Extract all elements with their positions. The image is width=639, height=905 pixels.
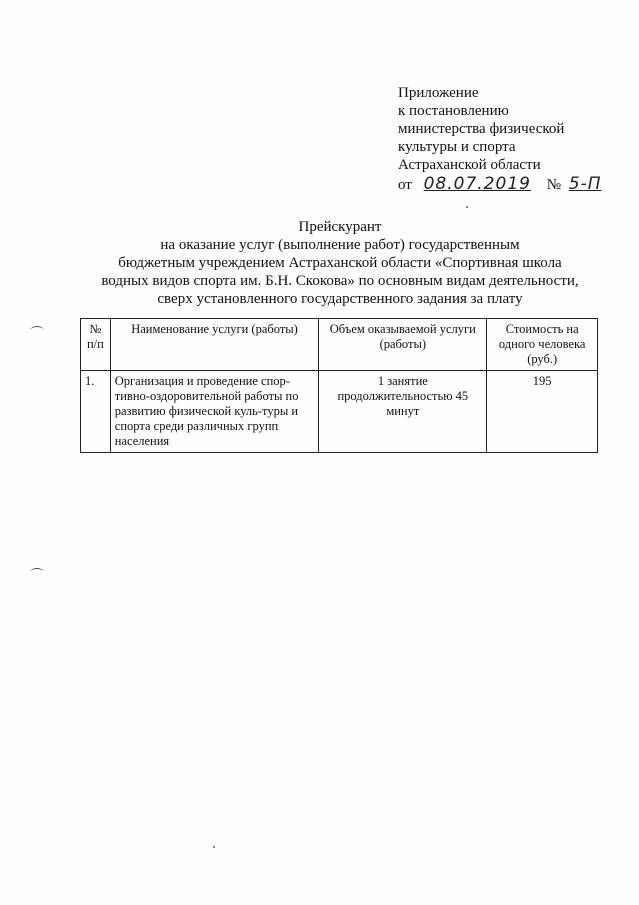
appendix-line: Астраханской области	[398, 157, 541, 173]
cell-service-volume: 1 занятие продолжительностью 45 минут	[319, 371, 487, 453]
cell-cost: 195	[487, 371, 598, 453]
margin-mark-bottom	[30, 568, 44, 577]
title-subline: на оказание услуг (выполнение работ) государственным	[160, 237, 520, 253]
cell-service-name: Организация и проведение спор-тивно-оздоровительной работы по развитию физической куль-туры и спорта среди различных групп населения	[110, 371, 319, 453]
header-service-name: Наименование услуги (работы)	[110, 319, 319, 371]
document-title: Прейскурант	[298, 219, 382, 235]
price-table	[80, 318, 598, 453]
handwritten-number: 5-П	[568, 174, 602, 194]
appendix-line: к постановлению	[398, 103, 509, 119]
appendix-line: культуры и спорта	[398, 139, 516, 155]
table-row	[81, 371, 598, 453]
header-number: № п/п	[81, 319, 111, 371]
speck-dot	[466, 206, 468, 208]
number-label: №	[546, 177, 562, 193]
handwritten-date: 08.07.2019	[423, 174, 531, 194]
cell-number: 1.	[81, 371, 111, 453]
speck-dot	[213, 846, 215, 848]
title-subline: водных видов спорта им. Б.Н. Скокова» по основным видам деятельности,	[101, 273, 579, 289]
table-header-row	[81, 319, 598, 371]
appendix-line: министерства физической	[398, 121, 565, 137]
title-subline: бюджетным учреждением Астраханской области «Спортивная школа	[118, 255, 562, 271]
margin-mark-top	[30, 326, 44, 335]
appendix-block	[398, 84, 628, 194]
date-number-line	[398, 175, 628, 194]
header-cost: Стоимость на одного человека (руб.)	[487, 319, 598, 371]
from-label: от	[398, 177, 412, 193]
header-service-volume: Объем оказываемой услуги (работы)	[319, 319, 487, 371]
appendix-line: Приложение	[398, 85, 479, 101]
title-subline: сверх установленного государственного задания за плату	[157, 291, 523, 307]
title-block	[60, 218, 620, 308]
